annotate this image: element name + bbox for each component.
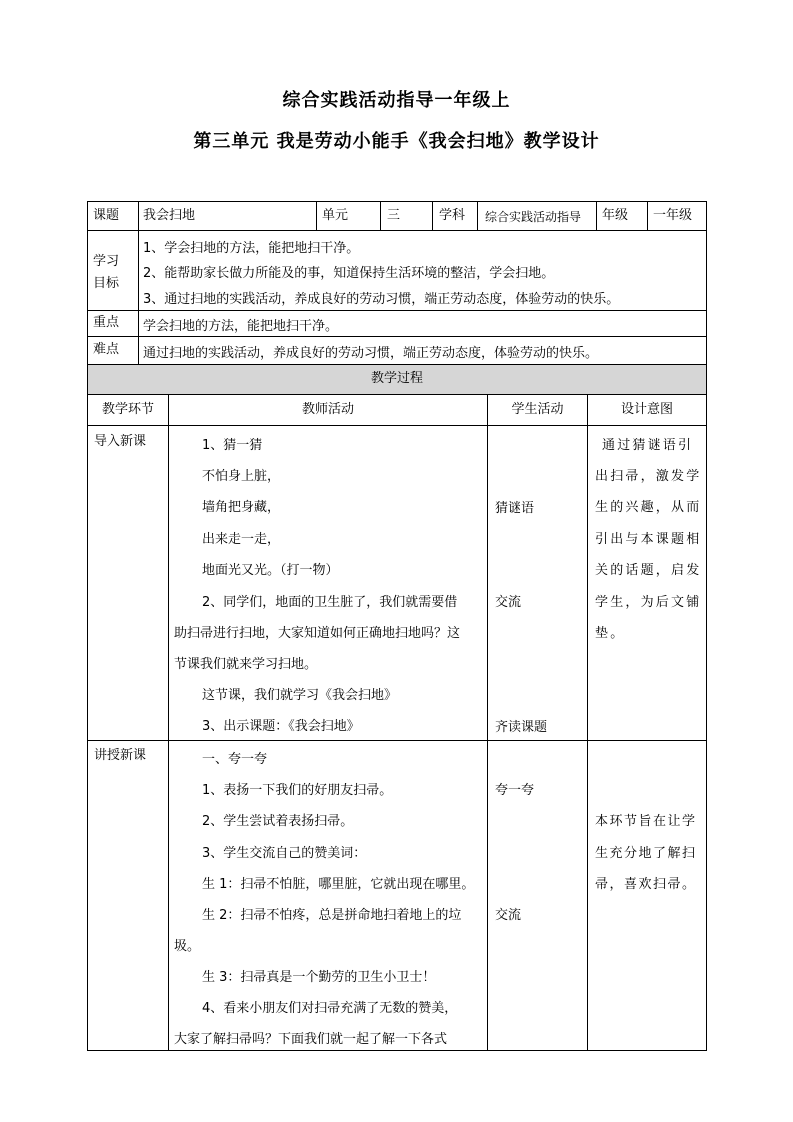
column-header-teacher: 教师活动 [301,402,354,417]
intro-student-activity: 齐读课题 [495,720,548,735]
intro-teacher-line: 这节课，我们就学习《我会扫地》 [202,688,398,703]
document-subtitle: 第三单元 我是劳动小能手《我会扫地》教学设计 [193,131,600,152]
lecture-intent-line: 本环节旨在让学 [595,814,697,829]
intro-intent-line: 生的兴趣，从而 [595,500,702,515]
grade-label: 年级 [602,208,629,223]
goal-item: 1、学会扫地的方法，能把地扫干净。 [143,241,360,256]
lecture-teacher-line: 生 3：扫帚真是一个勤劳的卫生小卫士！ [202,970,436,985]
lecture-intent-line: 帚，喜欢扫帚。 [595,877,697,892]
goal-item: 3、通过扫地的实践活动，养成良好的劳动习惯，端正劳动态度，体验劳动的快乐。 [143,292,620,307]
lecture-teacher-line: 3、学生交流自己的赞美词： [202,846,367,861]
process-header: 教学过程 [370,371,423,386]
topic-label: 课题 [93,208,120,223]
key-point-label: 重点 [93,315,120,330]
intro-intent-line: 引出与本课题相 [595,532,702,547]
key-point-text: 学会扫地的方法，能把地扫干净。 [143,319,339,334]
difficulty-text: 通过扫地的实践活动，养成良好的劳动习惯，端正劳动态度，体验劳动的快乐。 [143,346,599,361]
column-header-student: 学生活动 [511,402,564,417]
intro-intent-line: 出扫帚，激发学 [595,469,702,484]
unit-value: 三 [387,208,401,223]
intro-intent-line: 学生，为后文铺 [595,595,702,610]
goals-label-line1: 学习 [93,254,120,269]
column-header-stage: 教学环节 [101,402,154,417]
intro-intent-line: 通过猜谜语引 [602,438,694,453]
difficulty-label: 难点 [93,342,120,357]
goals-label-line2: 目标 [93,276,120,291]
column-header-intent: 设计意图 [620,402,673,417]
lecture-teacher-line: 生 1：扫帚不怕脏，哪里脏，它就出现在哪里。 [202,877,475,892]
intro-teacher-line: 地面光又光。（打一物） [202,563,339,578]
lecture-teacher-line: 圾。 [174,939,201,954]
intro-stage: 导入新课 [94,434,147,449]
subject-label: 学科 [439,208,466,223]
lecture-teacher-line: 1、表扬一下我们的好朋友扫帚。 [202,783,393,798]
lecture-teacher-line: 大家了解扫帚吗？下面我们就一起了解一下各式 [174,1032,448,1047]
intro-teacher-line: 3、出示课题：《我会扫地》 [202,719,360,734]
intro-intent-line: 关的话题，启发 [595,563,702,578]
intro-intent-line: 垫。 [595,626,626,641]
subject-value: 综合实践活动指导 [485,210,582,224]
lecture-teacher-line: 生 2：扫帚不怕疼，总是拼命地扫着地上的垃 [202,908,462,923]
lecture-intent-line: 生充分地了解扫 [595,846,697,861]
intro-student-activity: 交流 [495,595,522,610]
intro-teacher-line: 墙角把身藏， [202,500,281,515]
goal-item: 2、能帮助家长做力所能及的事，知道保持生活环境的整洁，学会扫地。 [143,266,555,281]
intro-student-activity: 猜谜语 [495,501,535,516]
intro-teacher-line: 节课我们就来学习扫地。 [174,657,318,672]
intro-teacher-line: 2、同学们，地面的卫生脏了，我们就需要借 [202,595,458,610]
topic-value: 我会扫地 [143,208,196,223]
lecture-student-activity: 交流 [495,908,522,923]
lecture-teacher-line: 4、看来小朋友们对扫帚充满了无数的赞美， [202,1001,458,1016]
lecture-stage: 讲授新课 [94,748,147,763]
intro-teacher-line: 出来走一走， [202,532,281,547]
intro-teacher-line: 助扫帚进行扫地，大家知道如何正确地扫地吗？这 [174,626,461,641]
unit-label: 单元 [322,208,349,223]
document-title: 综合实践活动指导一年级上 [282,90,511,111]
lecture-teacher-line: 2、学生尝试着表扬扫帚。 [202,814,354,829]
lecture-student-activity: 夸一夸 [495,783,535,798]
grade-value: 一年级 [653,208,693,223]
intro-teacher-line: 不怕身上脏， [202,469,281,484]
intro-teacher-line: 1、猜一猜 [202,438,263,453]
lecture-teacher-line: 一、夸一夸 [202,752,268,767]
